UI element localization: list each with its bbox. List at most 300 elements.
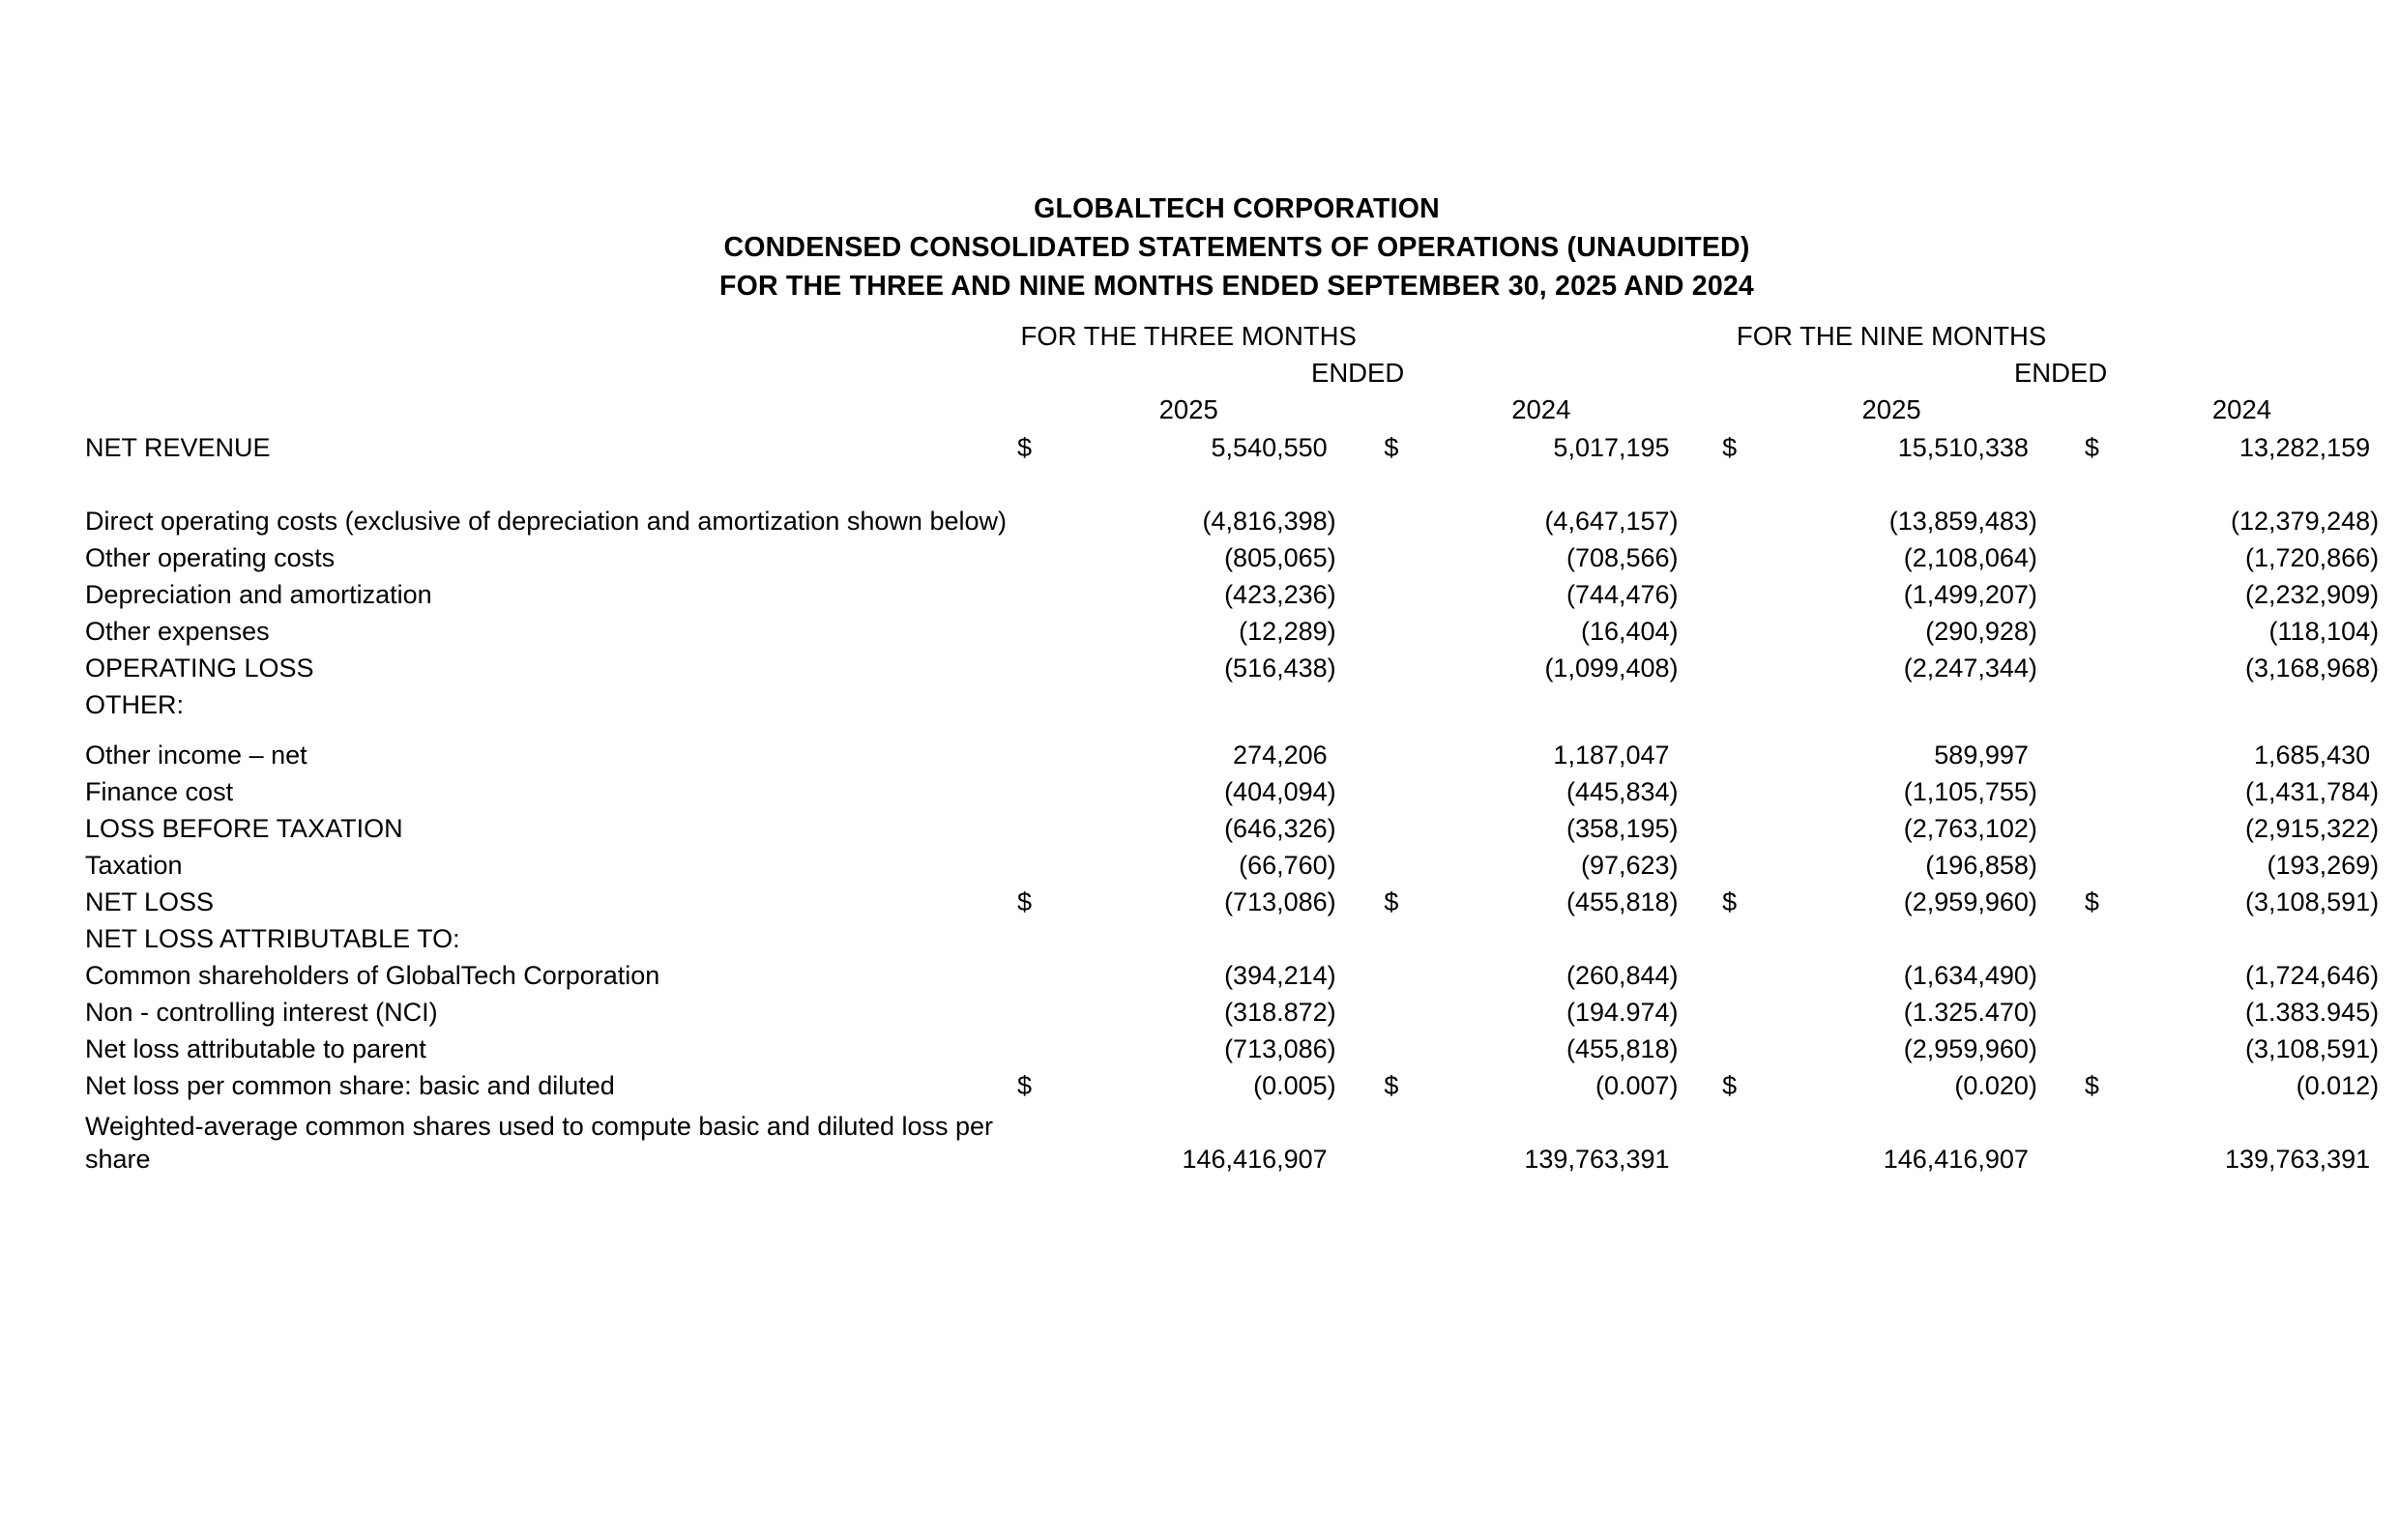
row-label-direct-operating-costs: Direct operating costs (exclusive of depreciation and amortization shown below) bbox=[85, 507, 1007, 536]
column-gap bbox=[1698, 955, 1722, 992]
currency-spacer bbox=[1722, 735, 1764, 771]
value-direct-operating-costs-three-2025: (4,816,398 bbox=[1202, 507, 1328, 536]
value-direct-operating-costs-three-2024: (4,647,157 bbox=[1544, 507, 1670, 536]
year-header-three-2024: 2024 bbox=[1511, 394, 1571, 424]
paren-spacer bbox=[2029, 735, 2061, 771]
value-eps-nine-2025: (0.020 bbox=[1954, 1071, 2029, 1100]
currency-spacer bbox=[1384, 574, 1421, 611]
value-common-shareholders-nine-2024: (1,724,646 bbox=[2245, 961, 2371, 990]
value-net-revenue-three-2024: 5,017,195 bbox=[1553, 433, 1670, 462]
paren-spacer bbox=[1328, 427, 1360, 464]
column-gap bbox=[2061, 1065, 2085, 1102]
currency-spacer bbox=[1017, 808, 1060, 845]
close-paren: ) bbox=[2370, 887, 2380, 916]
row-label-operating-loss: OPERATING LOSS bbox=[85, 654, 314, 683]
column-gap bbox=[1698, 464, 1722, 538]
currency-symbol: $ bbox=[1384, 1071, 1399, 1100]
value-net-loss-nine-2024: (3,108,591 bbox=[2245, 887, 2371, 916]
value-operating-loss-nine-2024: (3,168,968 bbox=[2245, 654, 2371, 683]
table-row-net-loss-attributable-to-parent bbox=[85, 1029, 2399, 1065]
currency-spacer bbox=[1017, 955, 1060, 992]
statement-period: FOR THE THREE AND NINE MONTHS ENDED SEPTEMBER 30, 2025 AND 2024 bbox=[719, 271, 1754, 302]
column-gap bbox=[1360, 1029, 1384, 1065]
value-other-operating-costs-three-2025: (805,065 bbox=[1224, 543, 1328, 572]
column-gap bbox=[1360, 771, 1384, 808]
currency-symbol: $ bbox=[2084, 887, 2099, 916]
paren-spacer bbox=[1670, 735, 1699, 771]
column-gap bbox=[2061, 1102, 2085, 1176]
currency-symbol: $ bbox=[2084, 1071, 2099, 1100]
value-loss-before-taxation-nine-2024: (2,915,322 bbox=[2245, 814, 2371, 843]
value-net-loss-three-2025: (713,086 bbox=[1224, 887, 1328, 916]
row-label-taxation: Taxation bbox=[85, 851, 183, 880]
currency-symbol: $ bbox=[1722, 1071, 1738, 1100]
currency-spacer bbox=[2085, 771, 2122, 808]
close-paren: ) bbox=[1669, 1034, 1679, 1063]
currency-symbol: $ bbox=[2084, 433, 2099, 462]
value-finance-cost-three-2024: (445,834 bbox=[1565, 777, 1670, 806]
value-depreciation-nine-2025: (1,499,207 bbox=[1903, 580, 2029, 609]
currency-spacer bbox=[1384, 771, 1421, 808]
currency-spacer bbox=[1722, 611, 1764, 648]
column-gap bbox=[1698, 1029, 1722, 1065]
table-row-operating-loss bbox=[85, 648, 2399, 684]
currency-spacer bbox=[1384, 735, 1421, 771]
currency-symbol: $ bbox=[1722, 887, 1738, 916]
column-gap bbox=[2061, 538, 2085, 574]
close-paren: ) bbox=[2370, 961, 2380, 990]
column-gap bbox=[1360, 955, 1384, 992]
column-gap bbox=[1698, 354, 1722, 391]
paren-spacer bbox=[1328, 735, 1360, 771]
table-row-direct-operating-costs bbox=[85, 464, 2399, 538]
close-paren: ) bbox=[2370, 851, 2380, 880]
currency-symbol: $ bbox=[1016, 887, 1032, 916]
value-taxation-three-2025: (66,760 bbox=[1239, 851, 1328, 880]
currency-spacer bbox=[1722, 1102, 1764, 1176]
statement-title-block bbox=[0, 189, 2399, 305]
header-spacer bbox=[85, 317, 1017, 354]
row-label-other-expenses: Other expenses bbox=[85, 617, 270, 646]
currency-spacer bbox=[2085, 611, 2122, 648]
close-paren: ) bbox=[1669, 851, 1679, 880]
table-header-year-row bbox=[85, 391, 2399, 427]
row-label-common-shareholders: Common shareholders of GlobalTech Corporation bbox=[85, 961, 660, 990]
row-label-net-loss: NET LOSS bbox=[85, 887, 215, 916]
paren-spacer bbox=[2029, 427, 2061, 464]
close-paren: ) bbox=[1669, 961, 1679, 990]
close-paren: ) bbox=[2028, 507, 2037, 536]
table-header-group-row-2 bbox=[85, 354, 2399, 391]
value-direct-operating-costs-nine-2024: (12,379,248 bbox=[2231, 507, 2371, 536]
value-wavg-three-2024: 139,763,391 bbox=[1524, 1145, 1670, 1174]
column-gap bbox=[1698, 808, 1722, 845]
company-name: GLOBALTECH CORPORATION bbox=[1034, 193, 1440, 224]
value-nci-three-2024: (194.974 bbox=[1565, 998, 1670, 1027]
paren-spacer bbox=[2370, 1102, 2399, 1176]
value-depreciation-nine-2024: (2,232,909 bbox=[2245, 580, 2371, 609]
column-gap bbox=[2061, 845, 2085, 882]
currency-spacer bbox=[1017, 464, 1060, 538]
column-gap bbox=[2061, 611, 2085, 648]
value-finance-cost-three-2025: (404,094 bbox=[1224, 777, 1328, 806]
value-operating-loss-three-2024: (1,099,408 bbox=[1544, 654, 1670, 683]
currency-spacer bbox=[1384, 538, 1421, 574]
close-paren: ) bbox=[2370, 777, 2380, 806]
close-paren: ) bbox=[2028, 851, 2037, 880]
value-other-operating-costs-nine-2024: (1,720,866 bbox=[2245, 543, 2371, 572]
currency-spacer bbox=[1017, 771, 1060, 808]
close-paren: ) bbox=[1327, 777, 1336, 806]
currency-spacer bbox=[1017, 574, 1060, 611]
close-paren: ) bbox=[2028, 654, 2037, 683]
currency-symbol: $ bbox=[1722, 433, 1738, 462]
close-paren: ) bbox=[2370, 507, 2380, 536]
currency-spacer bbox=[2085, 955, 2122, 992]
close-paren: ) bbox=[1327, 617, 1336, 646]
header-spacer bbox=[85, 391, 1017, 427]
close-paren: ) bbox=[2028, 814, 2037, 843]
row-label-other-income-net: Other income – net bbox=[85, 741, 307, 770]
group-header-three-months-line1: FOR THE THREE MONTHS bbox=[1020, 321, 1357, 351]
table-row-other-section bbox=[85, 684, 2399, 721]
column-gap bbox=[2061, 771, 2085, 808]
column-gap bbox=[1360, 464, 1384, 538]
close-paren: ) bbox=[1669, 998, 1679, 1027]
currency-spacer bbox=[2085, 808, 2122, 845]
value-parent-nine-2025: (2,959,960 bbox=[1903, 1034, 2029, 1063]
value-nci-nine-2025: (1.325.470 bbox=[1903, 998, 2029, 1027]
column-gap bbox=[2061, 808, 2085, 845]
close-paren: ) bbox=[1669, 887, 1679, 916]
close-paren: ) bbox=[2370, 998, 2380, 1027]
value-wavg-nine-2025: 146,416,907 bbox=[1883, 1145, 2029, 1174]
group-header-nine-months-ended: ENDED bbox=[2013, 358, 2108, 388]
column-gap bbox=[1360, 317, 1384, 354]
close-paren: ) bbox=[2028, 1071, 2037, 1100]
value-other-income-nine-2024: 1,685,430 bbox=[2254, 741, 2371, 770]
currency-symbol: $ bbox=[1384, 433, 1399, 462]
currency-spacer bbox=[1017, 992, 1060, 1029]
value-wavg-nine-2024: 139,763,391 bbox=[2224, 1145, 2371, 1174]
close-paren: ) bbox=[1327, 543, 1336, 572]
table-header-group-row-1 bbox=[85, 317, 2399, 354]
close-paren: ) bbox=[2028, 1034, 2037, 1063]
close-paren: ) bbox=[1327, 507, 1336, 536]
column-gap bbox=[1360, 882, 1384, 918]
value-net-revenue-nine-2024: 13,282,159 bbox=[2239, 433, 2371, 462]
value-loss-before-taxation-three-2025: (646,326 bbox=[1224, 814, 1328, 843]
value-common-shareholders-three-2025: (394,214 bbox=[1224, 961, 1328, 990]
currency-symbol: $ bbox=[1384, 887, 1399, 916]
close-paren: ) bbox=[1669, 814, 1679, 843]
close-paren: ) bbox=[2370, 617, 2380, 646]
column-gap bbox=[2061, 992, 2085, 1029]
currency-spacer bbox=[1017, 845, 1060, 882]
value-eps-three-2024: (0.007 bbox=[1594, 1071, 1670, 1100]
currency-spacer bbox=[1017, 1029, 1060, 1065]
currency-spacer bbox=[2085, 538, 2122, 574]
paren-spacer bbox=[1670, 1102, 1699, 1176]
value-other-operating-costs-nine-2025: (2,108,064 bbox=[1903, 543, 2029, 572]
column-gap bbox=[2061, 574, 2085, 611]
year-header-three-2025: 2025 bbox=[1158, 394, 1218, 424]
value-operating-loss-three-2025: (516,438 bbox=[1224, 654, 1328, 683]
currency-spacer bbox=[1384, 648, 1421, 684]
table-row-other-expenses bbox=[85, 611, 2399, 648]
group-header-nine-months-line1-cont bbox=[2085, 317, 2399, 354]
value-finance-cost-nine-2025: (1,105,755 bbox=[1903, 777, 2029, 806]
spacer-row bbox=[85, 721, 2399, 735]
close-paren: ) bbox=[1669, 543, 1679, 572]
value-common-shareholders-three-2024: (260,844 bbox=[1565, 961, 1670, 990]
currency-spacer bbox=[1722, 992, 1764, 1029]
column-gap bbox=[1360, 391, 1384, 427]
currency-spacer bbox=[2085, 735, 2122, 771]
column-gap bbox=[1360, 1102, 1384, 1176]
table-row-non-controlling-interest bbox=[85, 992, 2399, 1029]
table-row-loss-before-taxation bbox=[85, 808, 2399, 845]
year-header-nine-2024: 2024 bbox=[2211, 394, 2272, 424]
value-taxation-nine-2025: (196,858 bbox=[1925, 851, 2029, 880]
value-operating-loss-nine-2025: (2,247,344 bbox=[1903, 654, 2029, 683]
value-wavg-three-2025: 146,416,907 bbox=[1182, 1145, 1328, 1174]
column-gap bbox=[1698, 574, 1722, 611]
column-gap bbox=[1698, 611, 1722, 648]
currency-spacer bbox=[1017, 538, 1060, 574]
currency-spacer bbox=[1384, 611, 1421, 648]
group-header-three-months-ended: ENDED bbox=[1310, 358, 1405, 388]
year-header-nine-2025: 2025 bbox=[1861, 394, 1921, 424]
close-paren: ) bbox=[1327, 1034, 1336, 1063]
value-other-income-three-2025: 274,206 bbox=[1233, 741, 1328, 770]
currency-spacer bbox=[1722, 464, 1764, 538]
column-gap bbox=[2061, 391, 2085, 427]
value-net-loss-nine-2025: (2,959,960 bbox=[1903, 887, 2029, 916]
currency-spacer bbox=[1722, 648, 1764, 684]
close-paren: ) bbox=[1327, 1071, 1336, 1100]
column-gap bbox=[2061, 427, 2085, 464]
currency-spacer bbox=[1384, 1102, 1421, 1176]
close-paren: ) bbox=[2370, 814, 2380, 843]
column-gap bbox=[1698, 317, 1722, 354]
value-other-income-three-2024: 1,187,047 bbox=[1553, 741, 1670, 770]
value-net-revenue-nine-2025: 15,510,338 bbox=[1897, 433, 2029, 462]
table-row-other-operating-costs bbox=[85, 538, 2399, 574]
currency-spacer bbox=[1384, 808, 1421, 845]
row-label-net-loss-per-share: Net loss per common share: basic and diluted bbox=[85, 1071, 615, 1100]
paren-spacer bbox=[1328, 1102, 1360, 1176]
currency-spacer bbox=[1384, 845, 1421, 882]
value-finance-cost-nine-2024: (1,431,784 bbox=[2245, 777, 2371, 806]
group-header-nine-months-line1: FOR THE NINE MONTHS bbox=[1736, 321, 2047, 351]
row-label-net-loss-attributable-to: NET LOSS ATTRIBUTABLE TO: bbox=[85, 924, 460, 953]
close-paren: ) bbox=[1669, 1071, 1679, 1100]
column-gap bbox=[1360, 992, 1384, 1029]
column-gap bbox=[1698, 845, 1722, 882]
value-taxation-three-2024: (97,623 bbox=[1580, 851, 1670, 880]
empty-values bbox=[1017, 684, 2399, 721]
currency-spacer bbox=[1722, 574, 1764, 611]
close-paren: ) bbox=[1327, 998, 1336, 1027]
column-gap bbox=[1698, 538, 1722, 574]
currency-spacer bbox=[2085, 648, 2122, 684]
currency-spacer bbox=[2085, 1102, 2122, 1176]
statement-title: CONDENSED CONSOLIDATED STATEMENTS OF OPERATIONS (UNAUDITED) bbox=[723, 232, 1750, 263]
column-gap bbox=[1698, 882, 1722, 918]
close-paren: ) bbox=[1669, 507, 1679, 536]
column-gap bbox=[2061, 464, 2085, 538]
currency-spacer bbox=[1384, 464, 1421, 538]
table-row-net-loss-attributable-to bbox=[85, 918, 2399, 955]
row-label-other-section: OTHER: bbox=[85, 690, 185, 719]
table-row-net-loss bbox=[85, 882, 2399, 918]
column-gap bbox=[1360, 735, 1384, 771]
row-label-non-controlling-interest: Non - controlling interest (NCI) bbox=[85, 998, 438, 1027]
close-paren: ) bbox=[2370, 654, 2380, 683]
column-gap bbox=[2061, 882, 2085, 918]
currency-spacer bbox=[1384, 992, 1421, 1029]
close-paren: ) bbox=[1327, 580, 1336, 609]
column-gap bbox=[1360, 611, 1384, 648]
close-paren: ) bbox=[1327, 654, 1336, 683]
currency-spacer bbox=[1722, 538, 1764, 574]
value-common-shareholders-nine-2025: (1,634,490 bbox=[1903, 961, 2029, 990]
close-paren: ) bbox=[2028, 580, 2037, 609]
column-gap bbox=[1360, 808, 1384, 845]
header-spacer bbox=[85, 354, 1017, 391]
close-paren: ) bbox=[1327, 961, 1336, 990]
row-label-finance-cost: Finance cost bbox=[85, 777, 234, 806]
value-parent-three-2025: (713,086 bbox=[1224, 1034, 1328, 1063]
value-parent-nine-2024: (3,108,591 bbox=[2245, 1034, 2371, 1063]
spacer-cell bbox=[85, 721, 2399, 735]
close-paren: ) bbox=[1669, 654, 1679, 683]
currency-spacer bbox=[2085, 464, 2122, 538]
row-label-depreciation-and-amortization: Depreciation and amortization bbox=[85, 580, 432, 609]
currency-symbol: $ bbox=[1016, 1071, 1032, 1100]
currency-spacer bbox=[1017, 648, 1060, 684]
currency-spacer bbox=[1722, 771, 1764, 808]
currency-spacer bbox=[1722, 845, 1764, 882]
currency-spacer bbox=[1017, 611, 1060, 648]
empty-values bbox=[1017, 918, 2399, 955]
currency-spacer bbox=[1384, 955, 1421, 992]
column-gap bbox=[1698, 1102, 1722, 1176]
currency-spacer bbox=[2085, 992, 2122, 1029]
value-other-expenses-three-2025: (12,289 bbox=[1239, 617, 1328, 646]
value-net-revenue-three-2025: 5,540,550 bbox=[1211, 433, 1328, 462]
table-row-taxation bbox=[85, 845, 2399, 882]
close-paren: ) bbox=[1669, 580, 1679, 609]
currency-symbol: $ bbox=[1016, 433, 1032, 462]
group-header-three-months-line1-cont bbox=[1384, 317, 1698, 354]
currency-spacer bbox=[1722, 808, 1764, 845]
value-nci-nine-2024: (1.383.945 bbox=[2245, 998, 2371, 1027]
row-label-net-revenue: NET REVENUE bbox=[85, 433, 271, 462]
close-paren: ) bbox=[2028, 998, 2037, 1027]
paren-spacer bbox=[2029, 1102, 2061, 1176]
column-gap bbox=[2061, 1029, 2085, 1065]
column-gap bbox=[2061, 955, 2085, 992]
close-paren: ) bbox=[2028, 961, 2037, 990]
close-paren: ) bbox=[1327, 814, 1336, 843]
statements-of-operations-table bbox=[85, 317, 2399, 1176]
close-paren: ) bbox=[2370, 1034, 2380, 1063]
paren-spacer bbox=[1670, 427, 1699, 464]
value-taxation-nine-2024: (193,269 bbox=[2267, 851, 2371, 880]
table-row-other-income-net bbox=[85, 735, 2399, 771]
column-gap bbox=[1698, 1065, 1722, 1102]
table-row-net-revenue bbox=[85, 427, 2399, 464]
column-gap bbox=[1360, 427, 1384, 464]
close-paren: ) bbox=[1327, 851, 1336, 880]
value-eps-three-2025: (0.005 bbox=[1253, 1071, 1328, 1100]
column-gap bbox=[1698, 735, 1722, 771]
currency-spacer bbox=[1722, 1029, 1764, 1065]
column-gap bbox=[2061, 317, 2085, 354]
value-other-expenses-three-2024: (16,404 bbox=[1580, 617, 1670, 646]
close-paren: ) bbox=[2370, 543, 2380, 572]
column-gap bbox=[1360, 574, 1384, 611]
value-other-expenses-nine-2024: (118,104 bbox=[2268, 617, 2371, 646]
table-row-finance-cost bbox=[85, 771, 2399, 808]
close-paren: ) bbox=[1327, 887, 1336, 916]
close-paren: ) bbox=[2028, 617, 2037, 646]
value-loss-before-taxation-three-2024: (358,195 bbox=[1565, 814, 1670, 843]
currency-spacer bbox=[1017, 1102, 1060, 1176]
column-gap bbox=[1360, 845, 1384, 882]
paren-spacer bbox=[2370, 427, 2399, 464]
column-gap bbox=[1360, 648, 1384, 684]
close-paren: ) bbox=[2028, 887, 2037, 916]
close-paren: ) bbox=[1669, 617, 1679, 646]
currency-spacer bbox=[1722, 955, 1764, 992]
row-label-other-operating-costs: Other operating costs bbox=[85, 543, 336, 572]
value-other-operating-costs-three-2024: (708,566 bbox=[1565, 543, 1670, 572]
value-direct-operating-costs-nine-2025: (13,859,483 bbox=[1888, 507, 2029, 536]
currency-spacer bbox=[1384, 1029, 1421, 1065]
close-paren: ) bbox=[1669, 777, 1679, 806]
value-net-loss-three-2024: (455,818 bbox=[1565, 887, 1670, 916]
value-depreciation-three-2024: (744,476 bbox=[1565, 580, 1670, 609]
value-parent-three-2024: (455,818 bbox=[1565, 1034, 1670, 1063]
currency-spacer bbox=[1017, 735, 1060, 771]
close-paren: ) bbox=[2370, 580, 2380, 609]
column-gap bbox=[1698, 427, 1722, 464]
row-label-net-loss-attributable-to-parent: Net loss attributable to parent bbox=[85, 1034, 426, 1063]
close-paren: ) bbox=[2370, 1071, 2380, 1100]
column-gap bbox=[1698, 391, 1722, 427]
close-paren: ) bbox=[2028, 543, 2037, 572]
table-row-common-shareholders bbox=[85, 955, 2399, 992]
column-gap bbox=[2061, 735, 2085, 771]
currency-spacer bbox=[2085, 574, 2122, 611]
paren-spacer bbox=[2370, 735, 2399, 771]
column-gap bbox=[1698, 992, 1722, 1029]
table-row-depreciation-and-amortization bbox=[85, 574, 2399, 611]
value-other-expenses-nine-2025: (290,928 bbox=[1925, 617, 2029, 646]
column-gap bbox=[1698, 771, 1722, 808]
table-row-weighted-average-shares bbox=[85, 1102, 2399, 1176]
column-gap bbox=[1360, 1065, 1384, 1102]
value-depreciation-three-2025: (423,236 bbox=[1224, 580, 1328, 609]
value-other-income-nine-2025: 589,997 bbox=[1934, 741, 2029, 770]
column-gap bbox=[1360, 538, 1384, 574]
column-gap bbox=[1698, 648, 1722, 684]
value-eps-nine-2024: (0.012 bbox=[2296, 1071, 2371, 1100]
currency-spacer bbox=[2085, 1029, 2122, 1065]
